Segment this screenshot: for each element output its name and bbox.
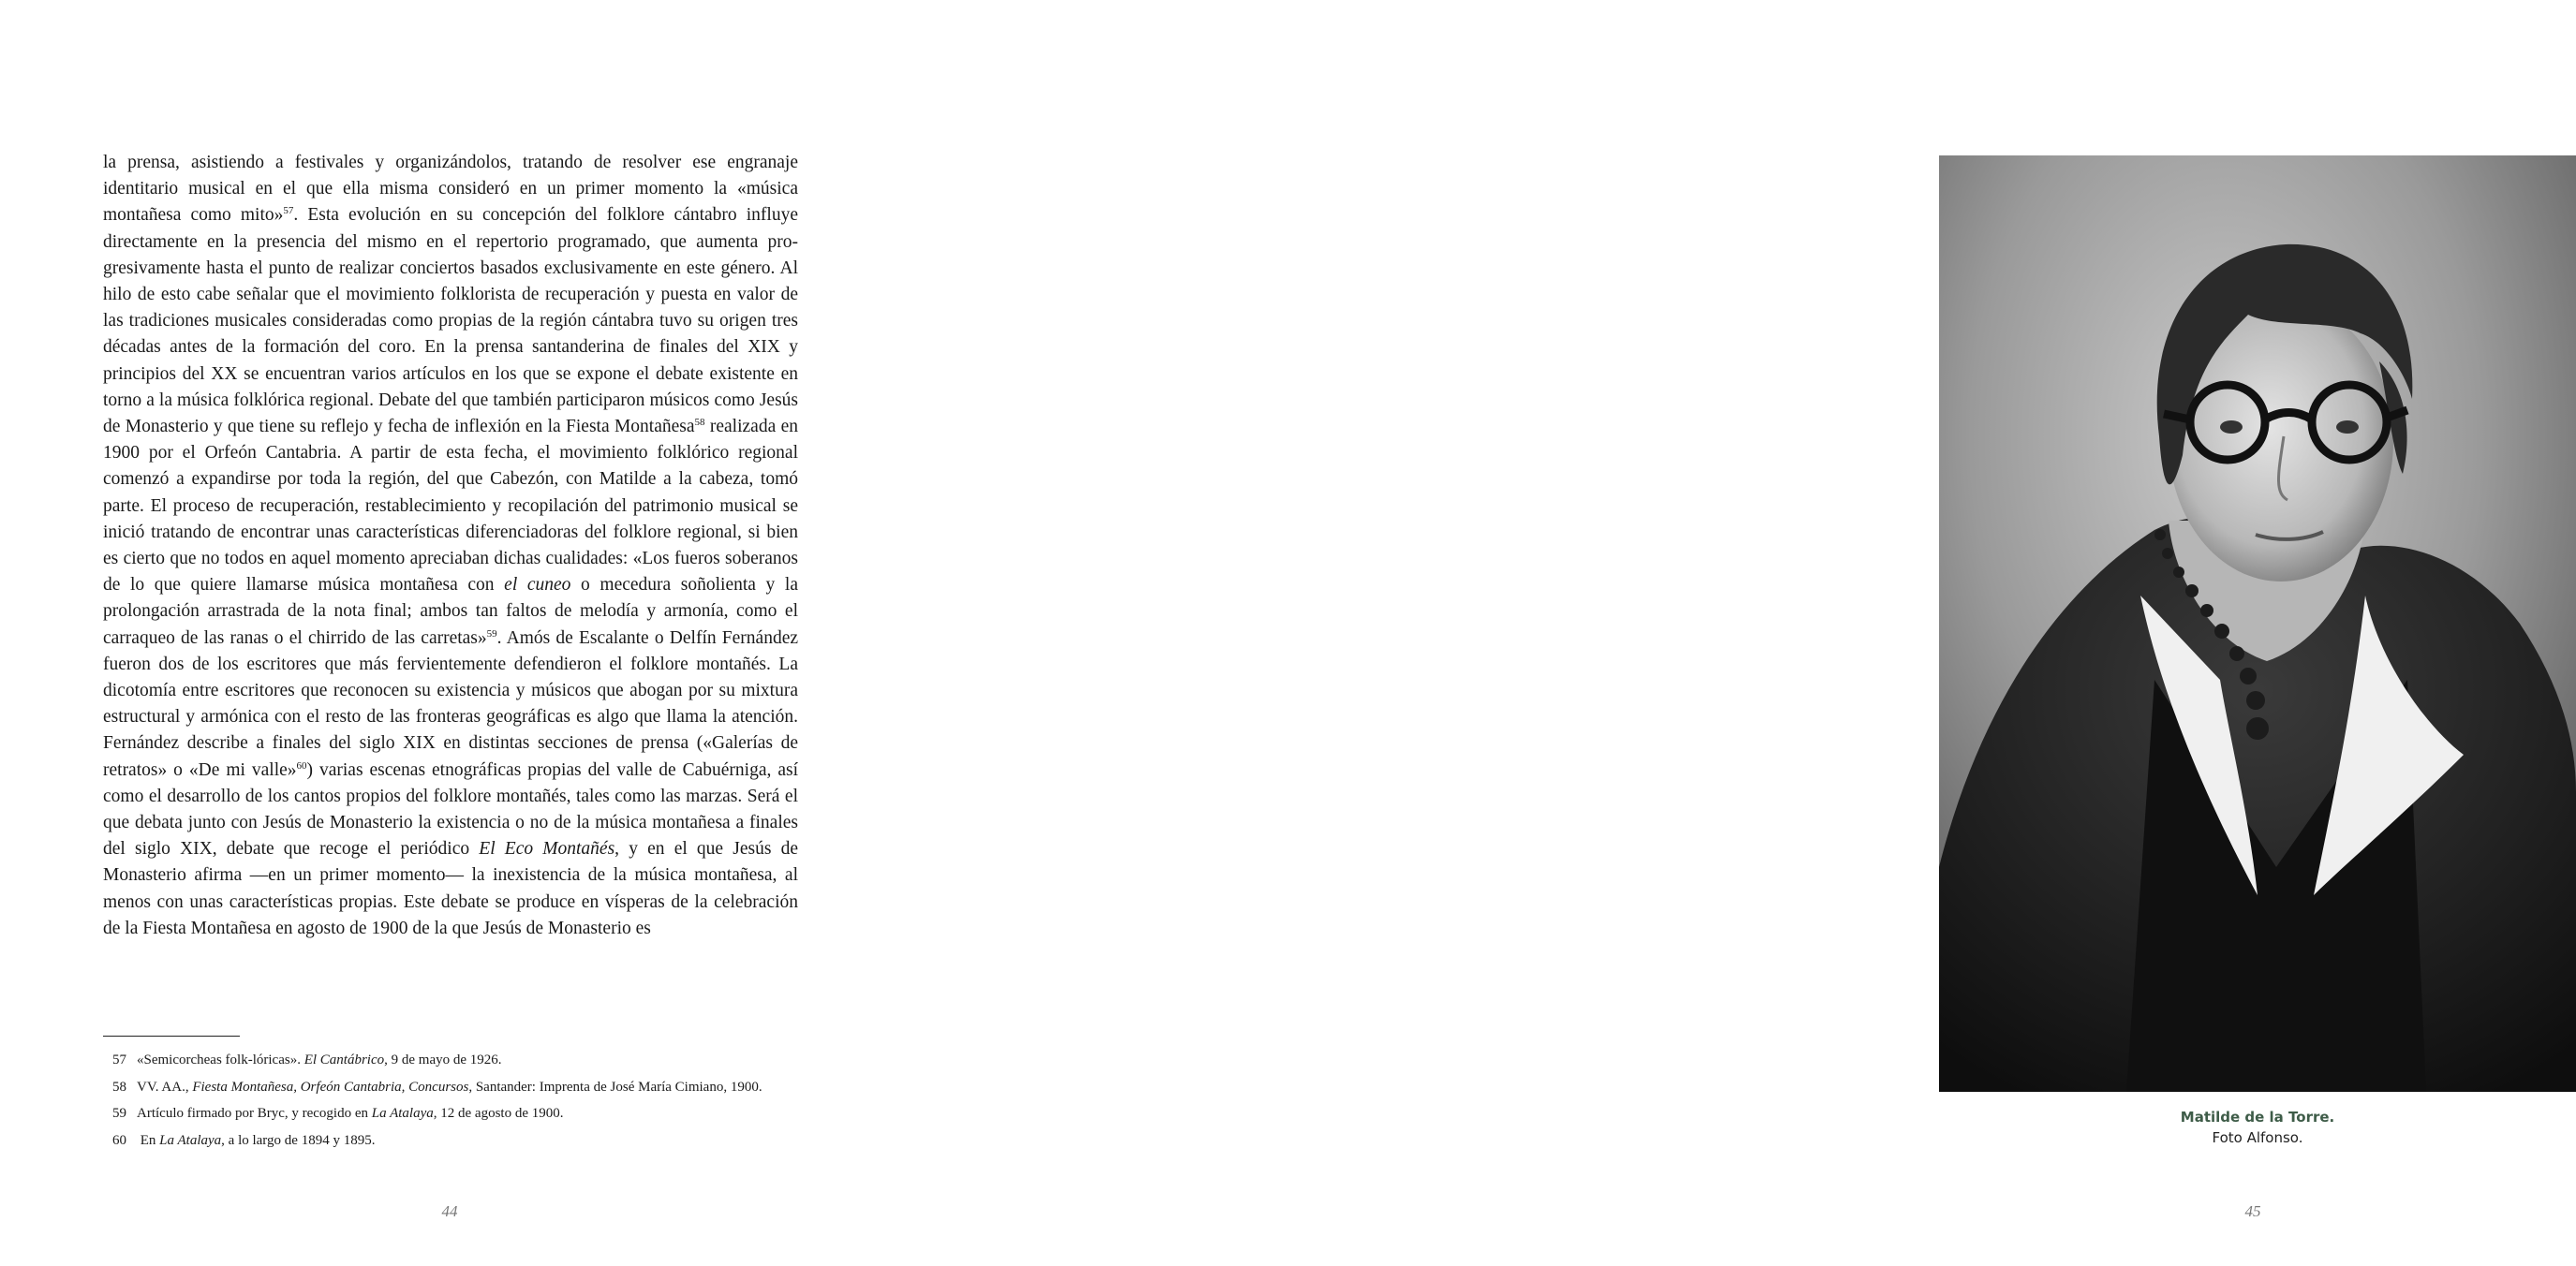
text-segment: la prensa, asistiendo a festivales y organizándolos, tratando de resolver ese engranaje identitario musical en el que ella misma consideró en un primer momento la «música montañesa como mito» [103,153,798,226]
footnotes [103,1047,815,1154]
text-segment: Fiesta Montañesa, Orfeón Cantabria, Concursos [192,1079,469,1095]
footnote [103,1127,815,1155]
right-page [899,0,2335,1266]
photo-caption [2126,1107,2389,1148]
caption-credit: Foto Alfonso. [2212,1129,2303,1146]
footnote-text [137,1080,762,1095]
text-segment: El Cantábrico [303,1053,385,1067]
footnote-number: 58 [112,1079,126,1095]
text-segment: La Atalaya [159,1132,222,1148]
text-segment: el cuneo [504,575,571,596]
text-segment: En [137,1132,160,1148]
footnote-number: 57 [112,1053,126,1067]
footnote-text [137,1053,502,1067]
footnote-text [137,1106,563,1121]
caption-title: Matilde de la Torre. [2180,1109,2335,1126]
text-segment: . Esta evolución en su concepción del folklore cántabro influye directamente en la presencia del mismo en el repertorio programado, que aumenta progresivamente hasta el punto de realizar conciertos basados exclusivamente en este género. Al hilo de esto cabe señalar que el movimiento folklorista de recuperación y puesta en valor de las tradiciones musicales consideradas como propias de la región cántabra tuvo su origen tres décadas antes de la formación del coro. En la prensa santanderina de finales del XIX y principios del XX se encuentran varios artículos en los que se expone el debate existente en torno a la música folklórica regional. Debate del que también participaron músicos como Jesús de Monasterio y que tiene su reflejo y fecha de inflexión en la Fiesta Montañesa [103,205,798,437]
text-segment: , 12 de agosto de 1900. [433,1106,564,1121]
text-segment: Artículo firmado por Bryc, y recogido en [137,1106,372,1121]
text-segment: , 9 de mayo de 1926. [384,1053,502,1067]
portrait-illustration [1939,155,2576,1092]
page-number-right: 45 [2244,1202,2261,1220]
footnote-reference: 59 [486,627,497,640]
body-text [103,150,798,942]
text-segment: o mecedura soñolienta y la prolongación arrastrada de la nota final; ambos tan faltos de melodía y armonía, como el carraqueo de las ranas o el chirrido de las carretas» [103,575,798,648]
body-paragraph [103,150,798,942]
text-segment: «Semicorcheas folk-lóricas». [137,1053,304,1067]
footnote-number: 59 [112,1106,126,1121]
footnote [103,1100,815,1127]
text-segment: . Amós de Escalante o Delfín Fernández fueron dos de los escritores que más fervientemente defendieron el folklore montañés. La dicotomía entre escritores que reconocen su existencia y músicos que abogan por su mixtura estructural y armónica con el resto de las fronteras geográficas es algo que llama la atención. Fernández describe a finales del siglo XIX en distintas secciones de prensa («Galerías de retratos» o «De mi valle» [103,627,798,780]
text-segment: , Santander: Imprenta de José María Cimiano, 1900. [468,1079,762,1095]
footnote-text [137,1133,375,1148]
footnote [103,1074,815,1101]
portrait-photo [1939,155,2576,1092]
text-segment: , y en el que Jesús de Monasterio afirma —en un primer momento— la inexistencia de la música montañesa, al menos con unas características propias. Este debate se produce en vísperas de la celebración de la Fiesta Montañesa en agosto de 1900 de la que Jesús de Monasterio es [103,839,798,938]
footnote-separator [103,1036,240,1037]
text-segment: La Atalaya [371,1106,434,1121]
footnote-reference: 57 [283,205,294,217]
text-segment: , a lo largo de 1894 y 1895. [221,1132,376,1148]
text-segment: El Eco Montañés [479,839,615,860]
page-number-left: 44 [441,1202,458,1220]
text-segment: VV. AA., [137,1079,193,1095]
text-segment: realizada en 1900 por el Orfeón Cantabria. A partir de esta fecha, el movimiento folklórico regional comenzó a expandirse por toda la región, del que Cabezón, con Matilde a la cabeza, tomó parte. El proceso de recuperación, restablecimiento y recopilación del patrimonio musical se inició tratando de encontrar unas características diferenciadoras del folklore regional, si bien es cierto que no todos en aquel momento apreciaban dichas cualidades: «Los fueros soberanos de lo que quiere llamarse música montañesa con [103,417,798,596]
footnote-number: 60 [112,1132,126,1148]
left-page [0,0,899,1266]
footnote-reference: 60 [296,759,307,772]
footnote-reference: 58 [694,417,705,429]
footnote [103,1047,815,1074]
text-segment: ) varias escenas etnográficas propias del valle de Cabuérniga, así como el desarrollo de los cantos propios del folklore montañés, tales como las marzas. Será el que debata junto con Jesús de Monasterio la existencia o no de la música montañesa a finales del siglo XIX, debate que recoge el periódico [103,759,798,860]
